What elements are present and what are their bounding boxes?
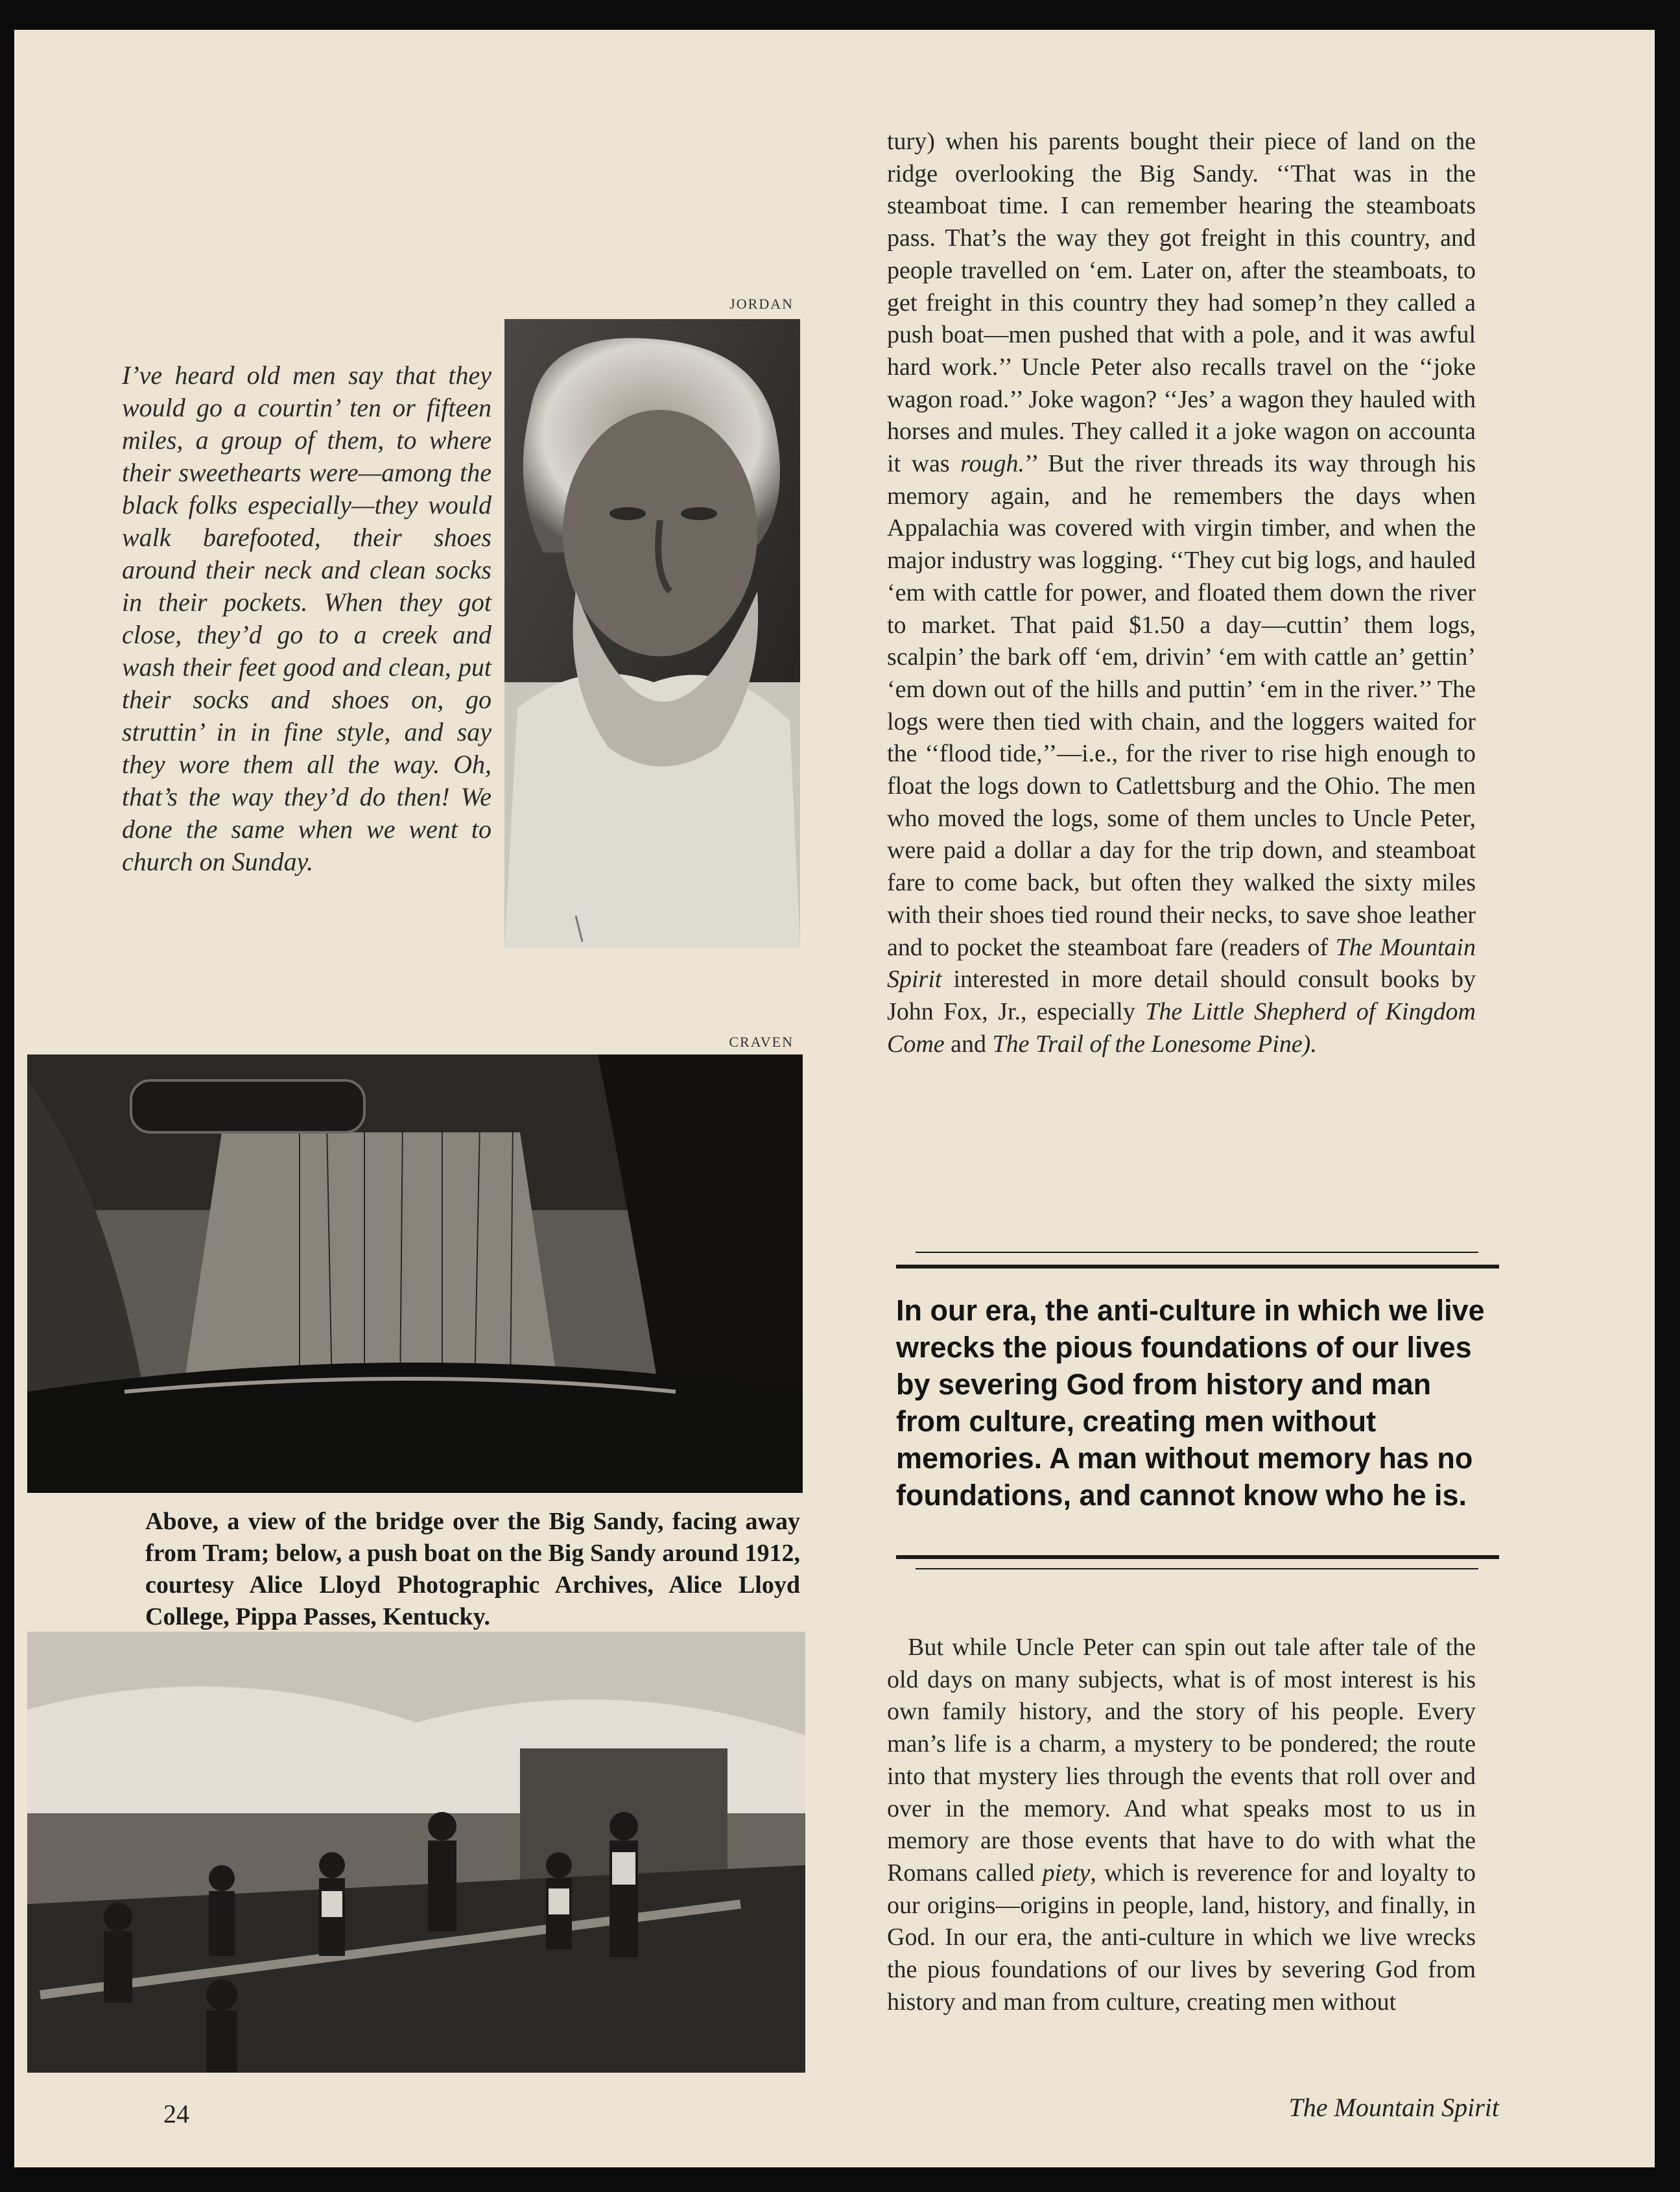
body-italic-title-1: The Mountain Spirit	[887, 933, 1476, 994]
body-text-1: tury) when his parents bought their piece of land on the ridge overlooking the Big Sandy. ‘‘That was in the steamboat time. I can remember hearing the steamboats pass. That’s the way they got freight in this country, and people travelled on ‘em. Later on, after the steamboats, to get freight in this country they had somep’n they called a push boat—men pushed that with a pole, and it was awful hard work.’’ Uncle Peter also recalls travel on the ‘‘joke wagon road.’’ Joke wagon? ‘‘Jes’ a wagon they hauled with horses and mules. They called it a joke wagon on accounta it was	[887, 128, 1476, 478]
portrait-photo	[504, 319, 800, 948]
body-column-bottom	[887, 1632, 1476, 2018]
body-text-2: ’’ But the river threads its way through his memory again, and he remembers the days when Appalachia was covered with virgin timber, and when the major industry was logging. ‘‘They cut big logs, and hauled ‘em with cattle for power, and floated them down the river to market. That paid $1.50 a day—cuttin’ them logs, scalpin’ the bark off ‘em, drivin’ ‘em with cattle an’ gettin’ ‘em down out of the hills and puttin’ ‘em in the river.’’ The logs were then tied with chain, and the loggers waited for the ‘‘flood tide,’’—i.e., for the river to rise high enough to float the logs down to Catlettsburg and the Ohio. The men who moved the logs, some of them uncles to Uncle Peter, were paid a dollar a day for the trip down, and steamboat fare to come back, but often they walked the sixty miles with their shoes tied round their necks, to save shoe leather and to pocket the steamboat fare (readers of	[887, 450, 1476, 961]
body-text-3: interested in more detail should consult books by John Fox, Jr., especially	[887, 966, 1476, 1025]
body-text-4: and	[944, 1030, 993, 1058]
body-text-6: , which is reverence for and loyalty to our origins—origins in people, land, history, and finally, in God. In our era, the anti-culture in which we live wrecks the pious foundations of our lives by severing God from history and man from culture, creating men without	[887, 1859, 1476, 2016]
pullquote-rule-thick-bottom	[896, 1555, 1499, 1559]
pushboat-photo	[27, 1632, 805, 2073]
pull-quote-bold: In our era, the anti-culture in which we live wrecks the pious foundations of our lives by severing God from history and man from culture, creating men without memories. A man without memory has no foundations, and cannot know who he is.	[896, 1294, 1485, 1512]
body-italic-title-2: The Little Shepherd of Kingdom Come	[887, 997, 1476, 1058]
page-number: 24	[163, 2099, 189, 2128]
pullquote-rule-thin-bottom	[916, 1568, 1478, 1569]
old-man-portrait-image	[504, 319, 800, 948]
photo-credit-bridge: CRAVEN	[729, 1034, 794, 1050]
bridge-view-image	[27, 1054, 803, 1493]
magazine-page	[14, 30, 1655, 2167]
photo-credit-portrait: JORDAN	[729, 296, 794, 312]
body-italic-piety: piety	[1042, 1859, 1091, 1887]
body-column-top	[887, 126, 1476, 1060]
pull-quote-italic: I’ve heard old men say that they would go a courtin’ ten or fifteen miles, a group of them, to where their sweethearts were—among the black folks especially—they would walk barefooted, their shoes around their neck and clean socks in their pockets. When they got close, they’d go to a creek and wash their feet good and clean, put their socks and shoes on, go struttin’ in in fine style, and say they wore them all the way. Oh, that’s the way they’d do then! We done the same when we went to church on Sunday.	[122, 361, 491, 876]
pullquote-rule-thin-top	[916, 1252, 1478, 1253]
body-italic-title-3: The Trail of the Lonesome Pine).	[992, 1030, 1317, 1058]
body-italic-rough: rough.	[960, 450, 1025, 478]
pullquote-rule-thick-top	[896, 1265, 1499, 1269]
body-text-5: But while Uncle Peter can spin out tale after tale of the old days on many subjects, what is of most interest is his own family history, and the story of his people. Every man’s life is a charm, a mystery to be pondered; the route into that mystery lies through the events that roll over and over in the memory. And what speaks most to us in memory are those events that have to do with what the Romans called	[887, 1634, 1476, 1887]
photo-caption: Above, a view of the bridge over the Big Sandy, facing away from Tram; below, a push boat on the Big Sandy around 1912, courtesy Alice Lloyd Photographic Archives, Alice Lloyd College, Pippa Passes, Kentucky.	[145, 1508, 800, 1630]
push-boat-historical-image	[27, 1632, 805, 2073]
publication-title: The Mountain Spirit	[1288, 2093, 1499, 2122]
bridge-photo	[27, 1054, 803, 1493]
